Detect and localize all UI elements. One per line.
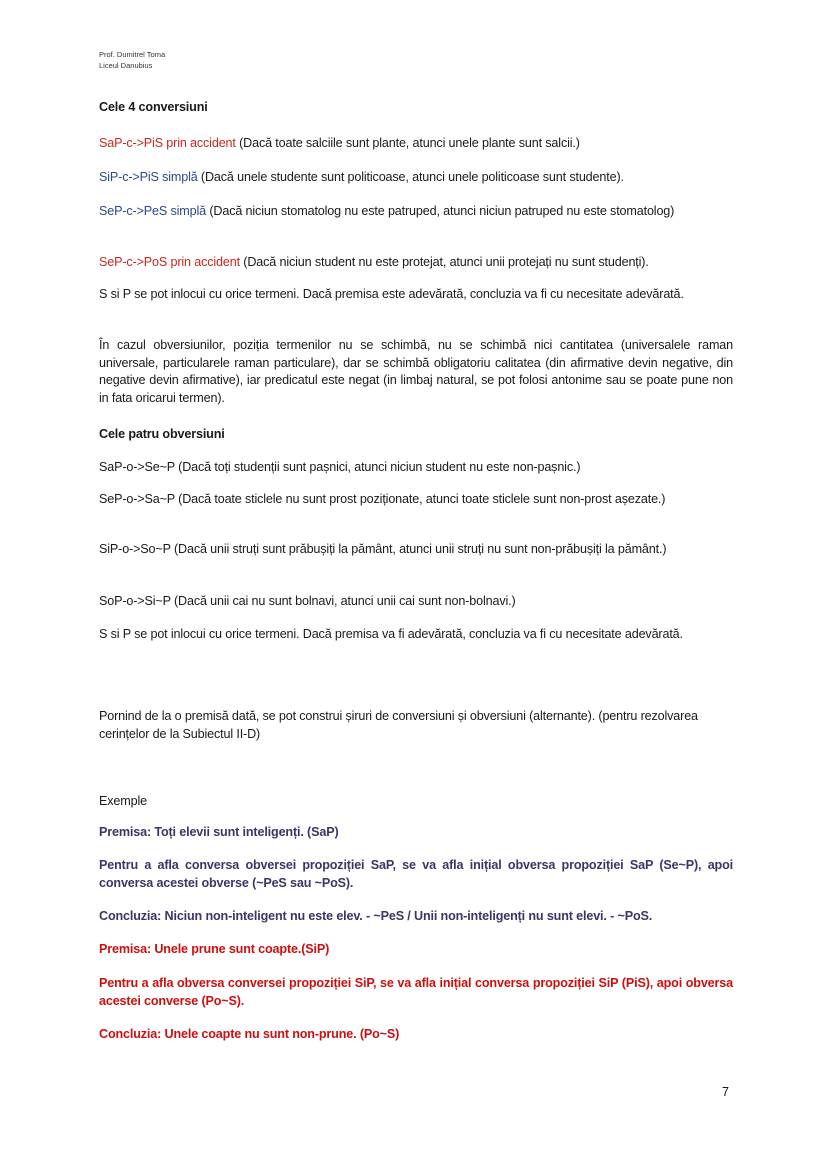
- obversion-intro: În cazul obversiunilor, poziția termenilor nu se schimbă, nu se schimbă nici cantitatea (universalele raman universale, particularele raman particulare), dar se schimbă obligatoriu calitatea (din afirmative devin negative, din negative devin afirmative), iar predicatul este negat (in limbaj natural, se pot folosi antonime sau se poate pune non in fata oricarui termen).: [99, 338, 733, 405]
- conversions-note: S si P se pot inlocui cu orice termeni. Dacă premisa este adevărată, concluzia va fi cu necesitate adevărată.: [99, 287, 684, 301]
- conversion-example: (Dacă niciun student nu este protejat, atunci unii protejați nu sunt studenți).: [239, 255, 649, 269]
- conversion-item: [99, 203, 733, 221]
- header-school: Liceul Danubius: [99, 61, 153, 70]
- example1-conclusion: Concluzia: Niciun non-inteligent nu este elev. - ~PeS / Unii non-inteligenți nu sunt elevi. - ~PoS.: [99, 909, 653, 923]
- conversion-item: [99, 254, 733, 272]
- conversion-rule: SiP-c->PiS simplă: [99, 170, 198, 184]
- example2-conclusion: Concluzia: Unele coapte nu sunt non-prune. (Po~S): [99, 1027, 400, 1041]
- example1-premise: Premisa: Toți elevii sunt inteligenți. (SaP): [99, 825, 339, 839]
- example2-premise: Premisa: Unele prune sunt coapte.(SiP): [99, 942, 330, 956]
- header-author: Prof. Dumitrel Toma: [99, 50, 166, 59]
- conversion-example: (Dacă unele studente sunt politicoase, atunci unele politicoase sunt studente).: [197, 170, 624, 184]
- conversion-rule: SeP-c->PoS prin accident: [99, 255, 240, 269]
- conversion-example: (Dacă toate salciile sunt plante, atunci unele plante sunt salcii.): [235, 136, 580, 150]
- conversion-item: [99, 169, 733, 187]
- conversion-rule: SeP-c->PeS simplă: [99, 204, 206, 218]
- obversion-item: SoP-o->Si~P (Dacă unii cai nu sunt bolnavi, atunci unii cai sunt non-bolnavi.): [99, 594, 516, 608]
- conversions-heading: Cele 4 conversiuni: [99, 100, 208, 114]
- example2-method: Pentru a afla obversa conversei propoziției SiP, se va afla inițial conversa propoziției SiP (PiS), apoi obversa acestei converse (Po~S).: [99, 976, 733, 1008]
- obversion-item: SaP-o->Se~P (Dacă toți studenții sunt pașnici, atunci niciun student nu este non-pașnic.): [99, 460, 581, 474]
- conversion-item: [99, 135, 733, 153]
- obversions-heading: Cele patru obversiuni: [99, 427, 225, 441]
- example1-method: Pentru a afla conversa obversei propoziției SaP, se va afla inițial obversa propoziției SaP (Se~P), apoi conversa acestei obverse (~PeS sau ~PoS).: [99, 858, 733, 890]
- conversion-example: (Dacă niciun stomatolog nu este patruped, atunci niciun patruped nu este stomatolog): [206, 204, 675, 218]
- examples-heading: Exemple: [99, 794, 147, 808]
- chains-paragraph: Pornind de la o premisă dată, se pot construi șiruri de conversiuni și obversiuni (alternante). (pentru rezolvarea cerințelor de la Subiectul II-D): [99, 709, 698, 741]
- obversion-item: SeP-o->Sa~P (Dacă toate sticlele nu sunt prost poziționate, atunci toate sticlele sunt non-prost așezate.): [99, 492, 666, 506]
- page-number: 7: [722, 1085, 730, 1099]
- conversion-rule: SaP-c->PiS prin accident: [99, 136, 236, 150]
- obversions-note: S si P se pot inlocui cu orice termeni. Dacă premisa va fi adevărată, concluzia va fi cu necesitate adevărată.: [99, 627, 683, 641]
- obversion-item: SiP-o->So~P (Dacă unii struți sunt prăbușiți la pământ, atunci unii struți nu sunt non-prăbușiți la pământ.): [99, 542, 667, 556]
